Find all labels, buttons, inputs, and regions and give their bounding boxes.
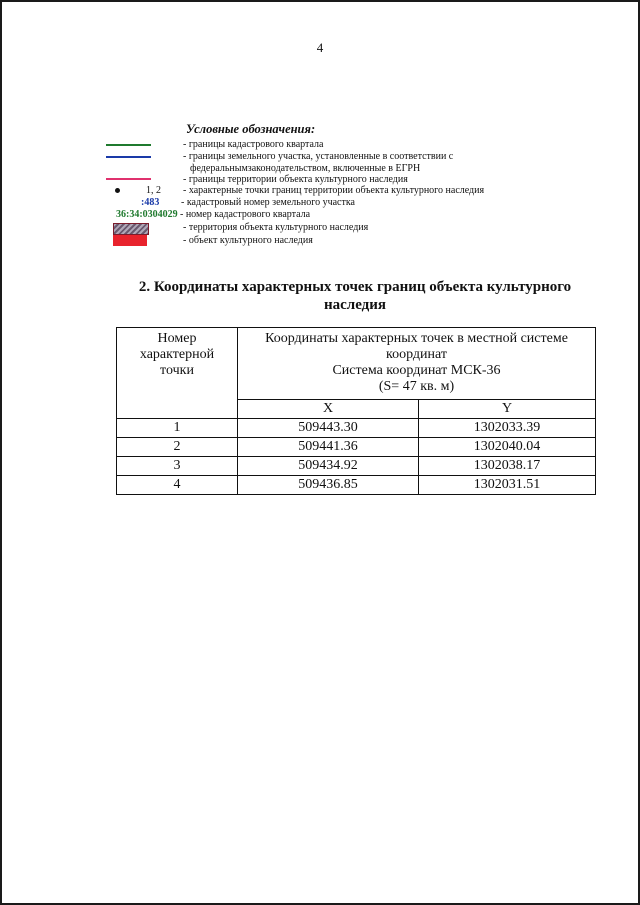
cell-point-number: 3 [117, 457, 238, 476]
table-row [117, 438, 596, 457]
blue-line-symbol [106, 156, 151, 158]
header-text: Координаты характерных точек в местной системе [265, 331, 568, 346]
cell-x: 509443.30 [238, 419, 419, 438]
pink-line-symbol [106, 178, 151, 180]
legend-text: - границы кадастрового квартала [183, 139, 324, 150]
table-row [117, 419, 596, 438]
legend-text-continued: федеральнымзаконодательством, включенные в ЕГРН [190, 163, 421, 174]
page-number: 4 [316, 40, 324, 55]
cell-y: 1302033.39 [419, 419, 596, 438]
section-title [120, 278, 590, 314]
cell-y: 1302040.04 [419, 438, 596, 457]
cell-point-number: 4 [117, 476, 238, 495]
coordinates-table [116, 327, 596, 495]
cell-y: 1302038.17 [419, 457, 596, 476]
legend-text: - объект культурного наследия [183, 235, 313, 246]
header-coordinates [238, 328, 596, 400]
table-row [117, 476, 596, 495]
cadastral-number-label: :483 [141, 197, 160, 208]
red-fill-symbol [113, 235, 147, 246]
legend-text: - границы земельного участка, установленные в соответствии с [183, 151, 454, 162]
legend-text: - характерные точки границ территории объекта культурного наследия [183, 185, 485, 196]
legend-text: - территория объекта культурного наследия [183, 222, 369, 233]
header-text: характерной [139, 347, 215, 362]
section-title-line2: наследия [323, 297, 387, 313]
legend-text: - номер кадастрового квартала [180, 209, 311, 220]
hatched-area-symbol [113, 223, 149, 235]
header-text: Номер [157, 331, 197, 346]
header-x: X [238, 400, 419, 419]
header-text: координат [386, 347, 447, 362]
header-point-number [117, 328, 238, 419]
header-text: (S= 47 кв. м) [378, 379, 455, 394]
header-y: Y [419, 400, 596, 419]
section-title-line1: 2. Координаты характерных точек границ объекта культурного [138, 279, 572, 295]
table-row [117, 457, 596, 476]
header-text: Система координат МСК-36 [332, 363, 501, 378]
cell-x: 509434.92 [238, 457, 419, 476]
cell-point-number: 2 [117, 438, 238, 457]
cell-x: 509436.85 [238, 476, 419, 495]
cell-y: 1302031.51 [419, 476, 596, 495]
cell-point-number: 1 [117, 419, 238, 438]
green-line-symbol [106, 144, 151, 146]
quarter-number-label: 36:34:0304029 [116, 209, 178, 220]
point-dot-icon [115, 188, 120, 193]
header-text: точки [160, 363, 194, 378]
cell-x: 509441.36 [238, 438, 419, 457]
point-label: 1, 2 [146, 185, 161, 196]
legend-text: - кадастровый номер земельного участка [181, 197, 355, 208]
legend-title: Условные обозначения: [186, 122, 316, 136]
legend-text: - границы территории объекта культурного наследия [183, 174, 408, 185]
